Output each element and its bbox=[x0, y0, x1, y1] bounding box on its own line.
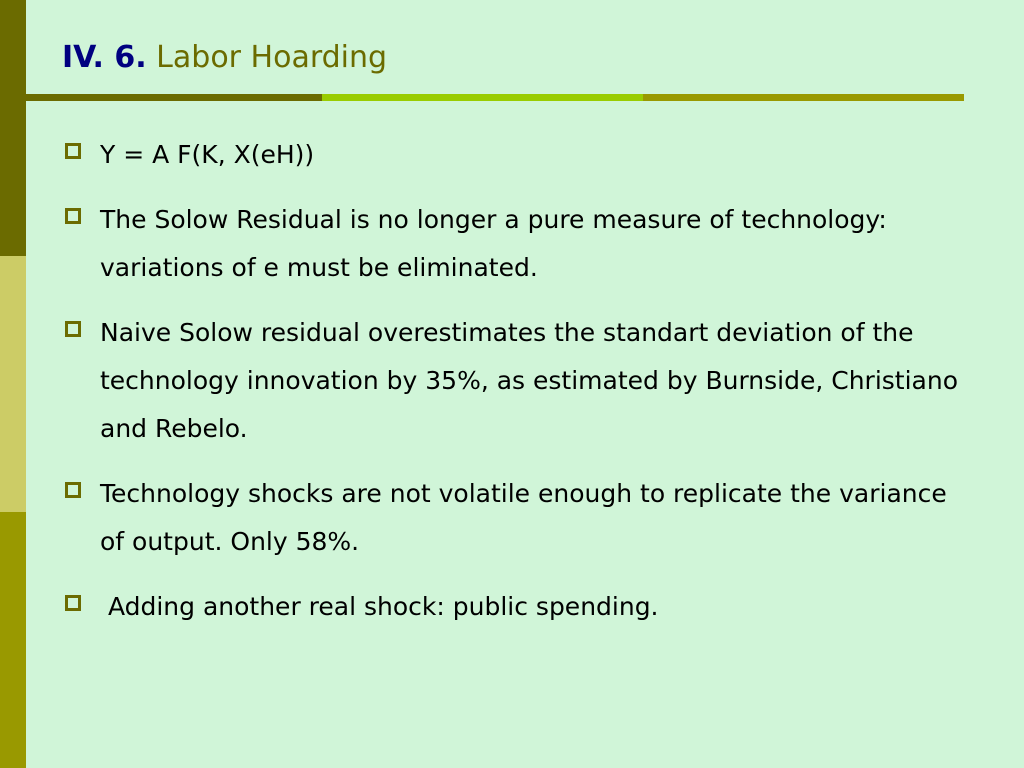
bullet-text: Naive Solow residual overestimates the standart deviation of the technology innovation by 35%, as estimated by Burnside, Christiano and Rebelo. bbox=[100, 318, 958, 443]
bullet-text: Adding another real shock: public spending. bbox=[100, 592, 659, 621]
bullet-text: Technology shocks are not volatile enough to replicate the variance of output. Only 58%. bbox=[100, 479, 947, 556]
slide-title bbox=[62, 38, 387, 78]
left-accent-bar-middle bbox=[0, 256, 26, 512]
hollow-square-bullet-icon bbox=[65, 321, 81, 337]
slide-title-number: IV. 6. bbox=[62, 40, 147, 75]
bullet-list bbox=[62, 131, 962, 648]
title-underline-segment-2 bbox=[322, 94, 643, 101]
bullet-item bbox=[62, 131, 962, 179]
hollow-square-bullet-icon bbox=[65, 208, 81, 224]
title-underline-segment-3 bbox=[643, 94, 964, 101]
slide-title-text: Labor Hoarding bbox=[156, 40, 388, 75]
left-accent-bar-top bbox=[0, 0, 26, 256]
hollow-square-bullet-icon bbox=[65, 143, 81, 159]
left-accent-bar-bottom bbox=[0, 512, 26, 768]
hollow-square-bullet-icon bbox=[65, 595, 81, 611]
bullet-text: The Solow Residual is no longer a pure measure of technology: variations of e must be eliminated. bbox=[100, 205, 887, 282]
bullet-item bbox=[62, 196, 962, 292]
bullet-item bbox=[62, 583, 962, 631]
hollow-square-bullet-icon bbox=[65, 482, 81, 498]
bullet-text: Y = A F(K, X(eH)) bbox=[100, 140, 315, 169]
title-underline-segment-1 bbox=[26, 94, 322, 101]
bullet-item bbox=[62, 470, 962, 566]
bullet-item bbox=[62, 309, 962, 453]
